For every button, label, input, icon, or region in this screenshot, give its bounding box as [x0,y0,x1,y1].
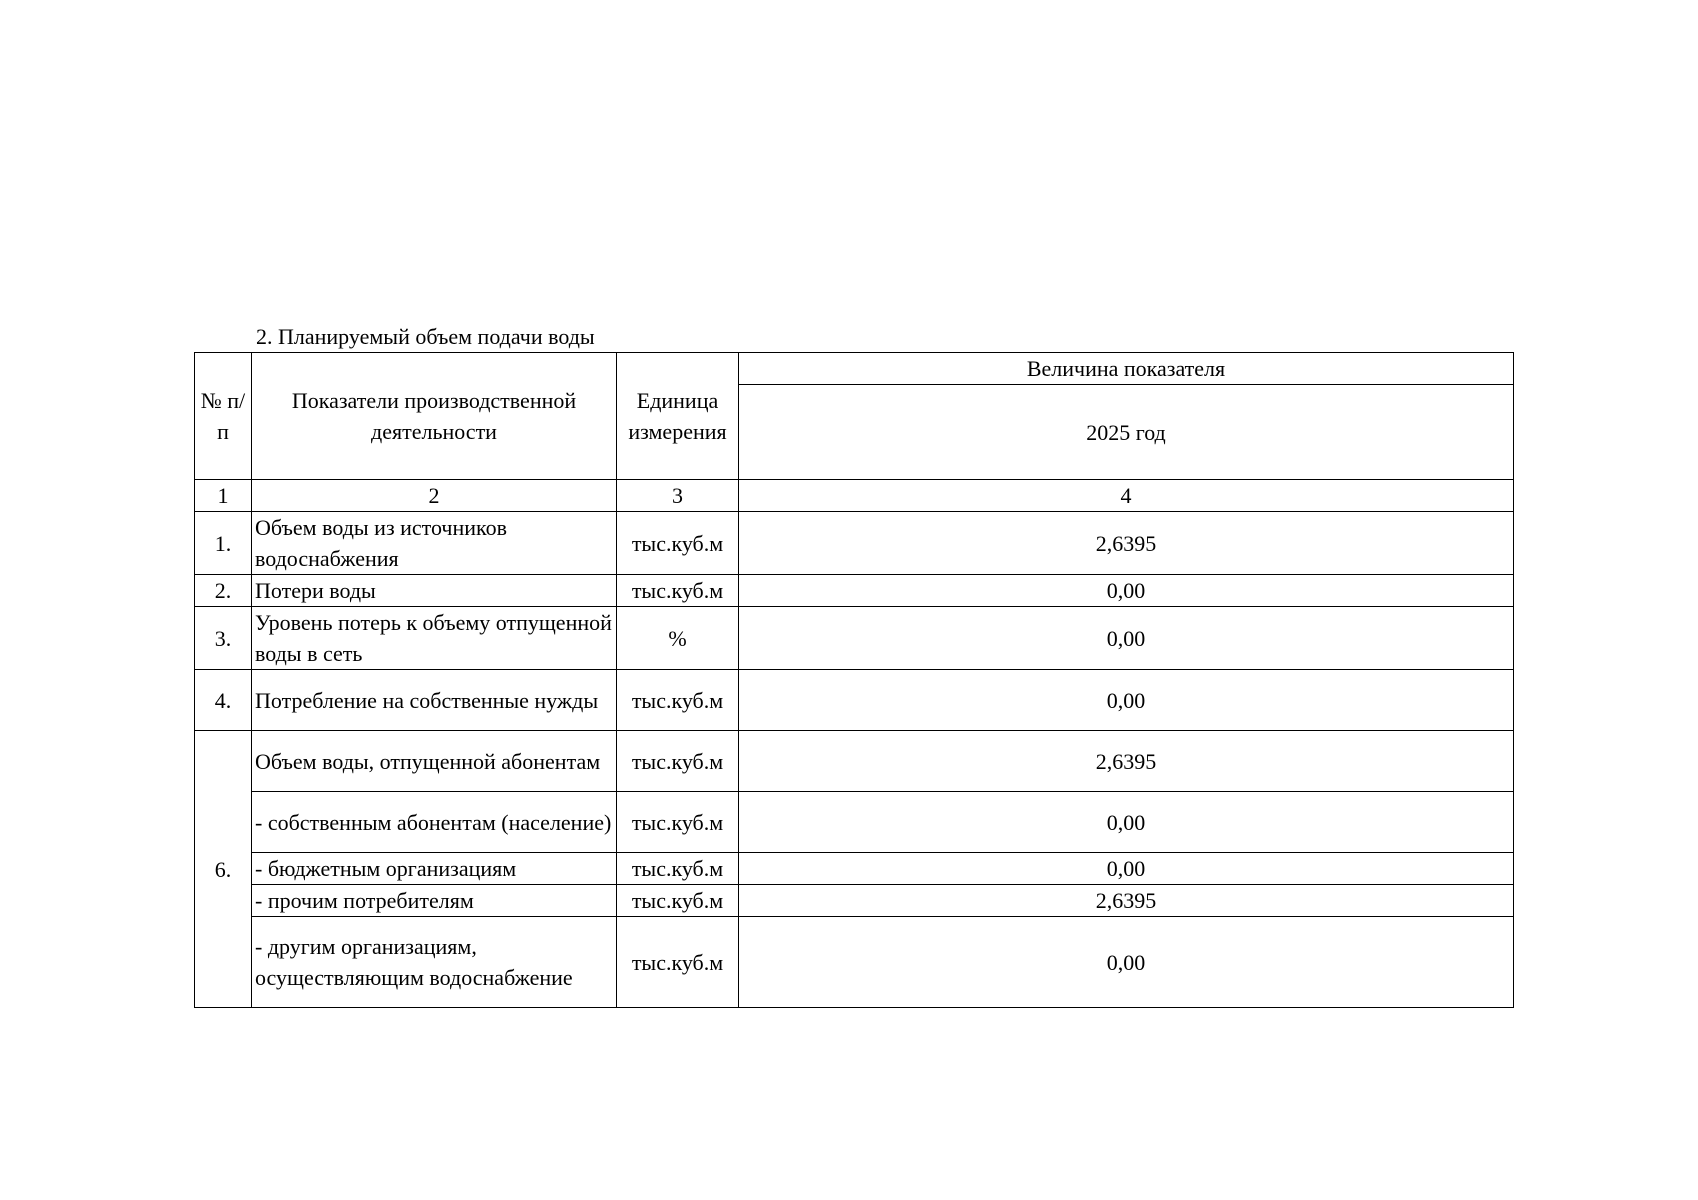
row-indicator: Потери воды [252,575,617,607]
table-row [195,575,1514,607]
row-indicator: - собственным абонентам (население) [252,792,617,853]
row-value: 2,6395 [739,512,1514,575]
row-number: 1. [195,512,252,575]
row-indicator: Объем воды, отпущенной абонентам [252,731,617,792]
table-row [195,731,1514,792]
row-unit: тыс.куб.м [617,575,739,607]
row-unit: тыс.куб.м [617,512,739,575]
row-unit: тыс.куб.м [617,792,739,853]
row-indicator: - бюджетным организациям [252,853,617,885]
row-indicator: Потребление на собственные нужды [252,670,617,731]
table-row [195,853,1514,885]
header-unit: Единица измерения [617,353,739,480]
header-row [195,353,1514,385]
row-value: 2,6395 [739,731,1514,792]
row-value: 0,00 [739,917,1514,1008]
row-unit: тыс.куб.м [617,917,739,1008]
table-row [195,607,1514,670]
planned-water-supply-table [194,352,1514,1008]
row-number: 2. [195,575,252,607]
row-unit: тыс.куб.м [617,853,739,885]
column-number-row [195,480,1514,512]
header-year: 2025 год [739,385,1514,480]
column-number: 2 [252,480,617,512]
row-value: 0,00 [739,792,1514,853]
row-number: 3. [195,607,252,670]
column-number: 4 [739,480,1514,512]
column-number: 1 [195,480,252,512]
table-row [195,917,1514,1008]
table-row [195,512,1514,575]
table-row [195,792,1514,853]
table-row [195,670,1514,731]
row-value: 2,6395 [739,885,1514,917]
row-indicator: - другим организациям, осуществляющим водоснабжение [252,917,617,1008]
row-unit: тыс.куб.м [617,670,739,731]
row-indicator: Уровень потерь к объему отпущенной воды в сеть [252,607,617,670]
row-indicator: Объем воды из источников водоснабжения [252,512,617,575]
table-row [195,885,1514,917]
row-number: 6. [195,731,252,1008]
row-unit: % [617,607,739,670]
header-number: № п/п [195,353,252,480]
section-title: 2. Планируемый объем подачи воды [256,324,595,349]
row-value: 0,00 [739,670,1514,731]
row-value: 0,00 [739,853,1514,885]
row-unit: тыс.куб.м [617,731,739,792]
row-number: 4. [195,670,252,731]
row-unit: тыс.куб.м [617,885,739,917]
row-indicator: - прочим потребителям [252,885,617,917]
column-number: 3 [617,480,739,512]
row-value: 0,00 [739,607,1514,670]
row-value: 0,00 [739,575,1514,607]
header-indicator: Показатели производственной деятельности [252,353,617,480]
header-value-group: Величина показателя [739,353,1514,385]
